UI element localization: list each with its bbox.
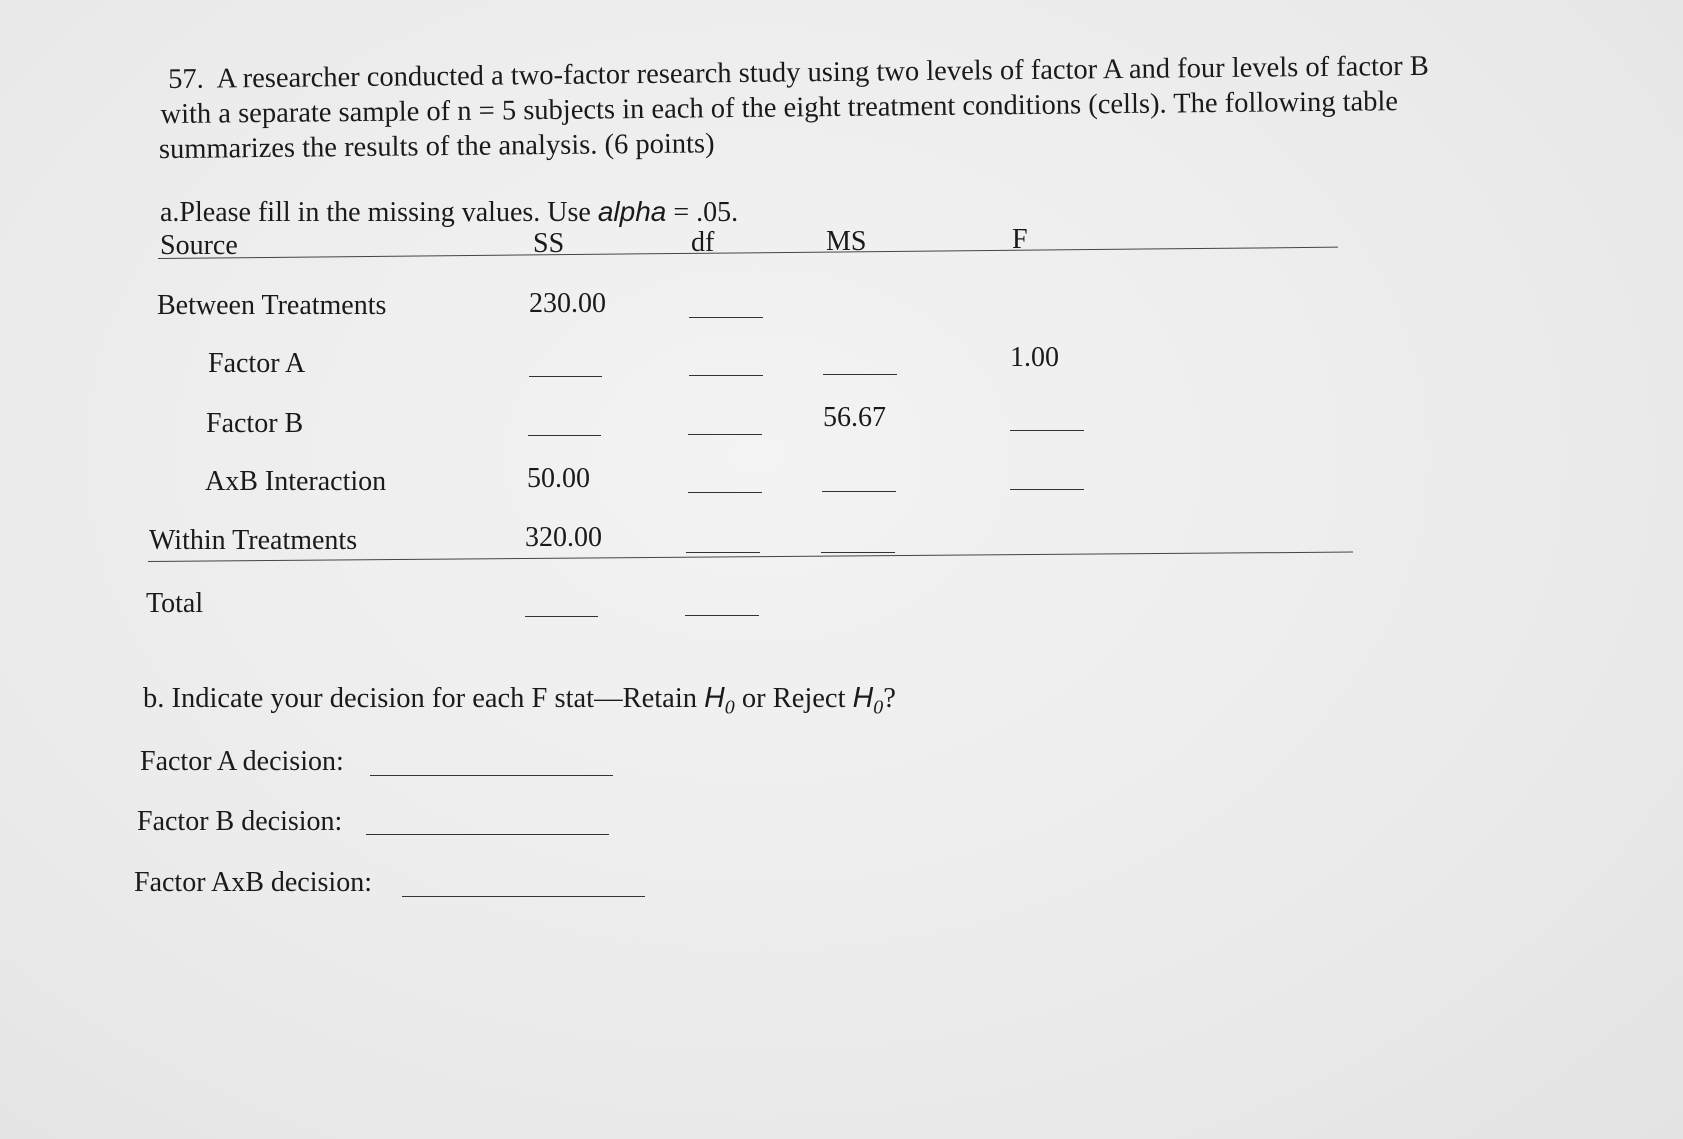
row-factor-a-ss-blank[interactable]	[529, 376, 602, 377]
header-source: Source	[160, 230, 238, 261]
row-between-df-blank[interactable]	[689, 317, 763, 318]
row-within-ss: 320.00	[525, 522, 602, 553]
row-factor-b-ss-blank[interactable]	[528, 435, 601, 436]
row-factor-b-df-blank[interactable]	[688, 434, 762, 435]
part-b-instruction: b. Indicate your decision for each F stat—Retain $H_0$ or Reject $H_0$?	[143, 682, 896, 719]
question-line-3: summarizes the results of the analysis. (6 points)	[158, 128, 715, 166]
row-between-ss: 230.00	[529, 288, 606, 319]
question-number: 57.	[168, 63, 204, 95]
decision-factor-a-blank[interactable]	[370, 775, 613, 776]
question-line-1: 57. A researcher conducted a two-factor research study using two levels of factor A and four levels of factor B	[168, 50, 1429, 95]
header-rule	[158, 247, 1338, 259]
alpha-label: alpha	[597, 196, 667, 227]
decision-factor-axb-blank[interactable]	[402, 896, 645, 897]
row-axb-ss: 50.00	[527, 463, 590, 494]
row-total-ss-blank[interactable]	[525, 616, 598, 617]
part-a-instruction: a.Please fill in the missing values. Use alpha = .05.	[160, 196, 739, 228]
row-within-source: Within Treatments	[149, 525, 358, 556]
row-axb-df-blank[interactable]	[688, 492, 762, 493]
row-factor-a-source: Factor A	[208, 348, 306, 379]
row-between-source: Between Treatments	[157, 290, 387, 321]
row-within-df-blank[interactable]	[686, 552, 760, 553]
row-factor-a-f: 1.00	[1010, 342, 1059, 373]
question-line-2: with a separate sample of n = 5 subjects in each of the eight treatment conditions (cells). The following table	[160, 86, 1399, 131]
header-df: df	[691, 227, 715, 258]
row-factor-b-f-blank[interactable]	[1010, 430, 1084, 431]
row-within-ms-blank[interactable]	[821, 552, 895, 553]
decision-factor-b-blank[interactable]	[366, 834, 609, 835]
header-ms: MS	[826, 226, 867, 257]
row-axb-source: AxB Interaction	[205, 466, 387, 497]
row-factor-a-df-blank[interactable]	[689, 375, 763, 376]
decision-factor-b-label: Factor B decision:	[137, 806, 343, 837]
decision-factor-a-label: Factor A decision:	[140, 746, 344, 777]
question-text	[158, 49, 1430, 167]
row-axb-f-blank[interactable]	[1010, 489, 1084, 490]
row-factor-b-source: Factor B	[206, 408, 304, 439]
row-total-source: Total	[146, 588, 204, 619]
decision-factor-axb-label: Factor AxB decision:	[134, 867, 372, 898]
row-total-df-blank[interactable]	[685, 615, 759, 616]
header-ss: SS	[533, 228, 565, 259]
row-factor-b-ms: 56.67	[823, 402, 886, 433]
row-axb-ms-blank[interactable]	[822, 491, 896, 492]
row-factor-a-ms-blank[interactable]	[823, 374, 897, 375]
header-f: F	[1012, 224, 1028, 255]
